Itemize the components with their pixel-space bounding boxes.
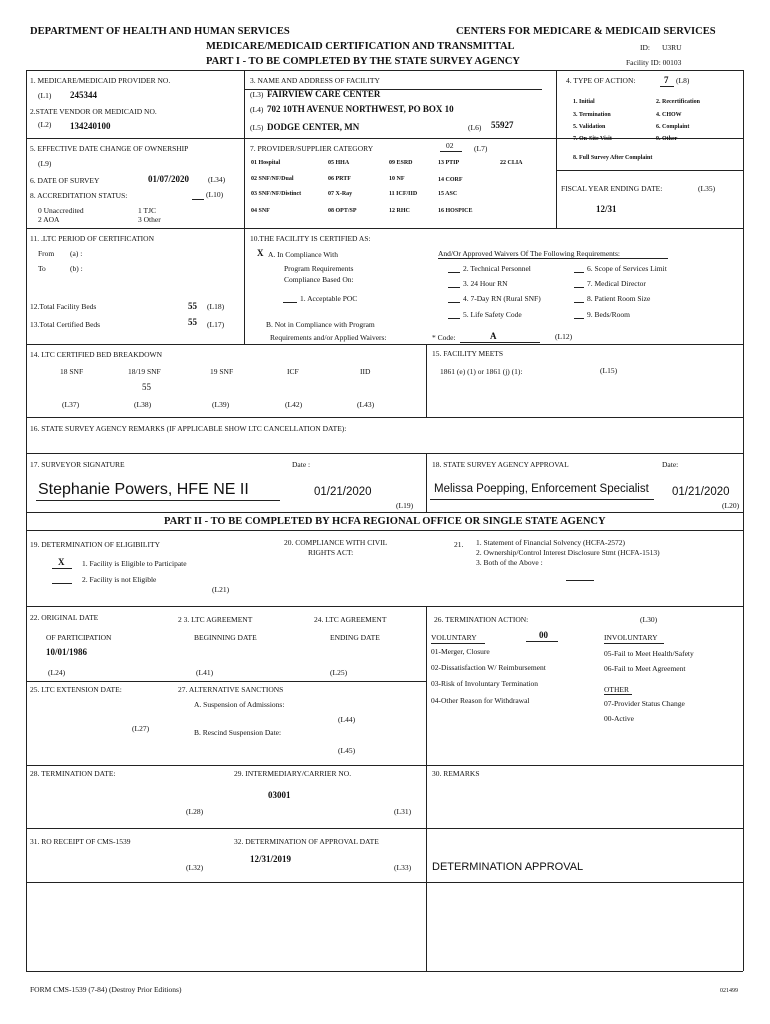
other-label: OTHER <box>604 685 629 694</box>
field7-code: (L7) <box>474 144 488 153</box>
form-number: FORM CMS-1539 (7-84) (Destroy Prior Editions) <box>30 985 182 994</box>
underline <box>52 583 72 584</box>
field15-text: 1861 (e) (1) or 1861 (j) (1): <box>440 367 523 376</box>
footer-code: 021499 <box>720 988 738 994</box>
rule <box>26 138 743 139</box>
underline <box>36 500 280 501</box>
bed-col: 18/19 SNF <box>128 367 161 376</box>
term-opt: 03-Risk of Involuntary Termination <box>431 679 539 688</box>
not-compliance-2: Requirements and/or Applied Waivers: <box>270 333 387 342</box>
category-opt: 05 HHA <box>328 160 350 166</box>
field2-code: (L2) <box>38 120 52 129</box>
field12-label: 12.Total Facility Beds <box>30 302 97 311</box>
field24-label: 24. LTC AGREEMENT <box>314 615 387 624</box>
action-opt: 1. Initial <box>573 99 595 105</box>
rule <box>426 882 427 971</box>
underline <box>438 258 668 259</box>
field22-code: (L24) <box>48 668 66 677</box>
field21-num: 21. <box>454 540 464 549</box>
action-opt: 5. Validation <box>573 124 606 130</box>
bed-col: 18 SNF <box>60 367 84 376</box>
category-opt: 03 SNF/NF/Distinct <box>251 191 302 197</box>
bed-1819-value[interactable]: 55 <box>142 382 151 392</box>
part2-title: PART II - TO BE COMPLETED BY HCFA REGIONAL OFFICE OR SINGLE STATE AGENCY <box>164 516 606 527</box>
field1-code: (L1) <box>38 91 52 100</box>
underline <box>574 318 584 319</box>
underline <box>283 302 297 303</box>
field23-label2: BEGINNING DATE <box>194 633 257 642</box>
field12-code: (L18) <box>207 302 225 311</box>
field20-label1: 20. COMPLIANCE WITH CIVIL <box>284 538 388 547</box>
underline <box>440 151 462 152</box>
field8-label: 8. ACCREDITATION STATUS: <box>30 191 128 200</box>
underline <box>448 272 460 273</box>
field32-code: (L33) <box>394 863 412 872</box>
category-opt: 15 ASC <box>438 191 458 197</box>
waiver-4: 4. 7-Day RN (Rural SNF) <box>463 294 541 303</box>
accred-opt: 1 TJC <box>138 206 156 215</box>
action-opt: 8. Full Survey After Complaint <box>573 155 653 161</box>
voluntary-label: VOLUNTARY <box>431 633 477 642</box>
field15-label: 15. FACILITY MEETS <box>432 349 504 358</box>
underline <box>431 643 485 644</box>
field18-code: (L20) <box>722 501 740 510</box>
category-opt: 10 NF <box>389 176 405 182</box>
category-opt: 14 CORF <box>438 177 463 183</box>
rule <box>556 70 557 228</box>
bed-code: (L43) <box>357 400 375 409</box>
code-ref: (L12) <box>555 332 573 341</box>
approval-date[interactable]: 12/31/2019 <box>250 854 292 864</box>
field23-code: (L41) <box>196 668 214 677</box>
field21-opt1: 1. Statement of Financial Solvency (HCFA-2572) <box>476 538 626 547</box>
category-opt: 06 PRTF <box>328 176 351 182</box>
term-opt: 04-Other Reason for Withdrawal <box>431 696 530 705</box>
facility-id: Facility ID: 00103 <box>626 58 682 67</box>
field26-label: 26. TERMINATION ACTION: <box>434 615 529 624</box>
action-opt: 7. On-Site Visit <box>573 136 612 142</box>
field2-label: 2.STATE VENDOR OR MEDICAID NO. <box>30 107 157 116</box>
cms-title: CENTERS FOR MEDICARE & MEDICAID SERVICES <box>456 26 716 37</box>
rule <box>26 453 743 454</box>
underline <box>526 641 558 642</box>
code-value[interactable]: A <box>490 331 497 341</box>
rule <box>26 606 743 607</box>
rule <box>26 530 743 531</box>
field18-label: 18. STATE SURVEY AGENCY APPROVAL <box>432 460 569 469</box>
l5-code: (L5) <box>250 123 264 132</box>
vendor-number[interactable]: 134240100 <box>70 121 111 131</box>
to-b: (b) : <box>70 264 83 273</box>
field21-opt2: 2. Ownership/Control Interest Disclosure Stmt (HCFA-1513) <box>476 548 660 557</box>
rule <box>426 765 427 882</box>
underline <box>430 499 654 500</box>
rule <box>743 70 744 971</box>
survey-date[interactable]: 01/07/2020 <box>148 174 190 184</box>
provider-number[interactable]: 245344 <box>70 90 97 100</box>
category-opt: 13 PTIP <box>438 160 460 166</box>
underline <box>52 568 72 569</box>
field28-label: 28. TERMINATION DATE: <box>30 769 116 778</box>
facility-address[interactable]: 702 10TH AVENUE NORTHWEST, PO BOX 10 <box>267 104 454 114</box>
involuntary-label: INVOLUNTARY <box>604 633 658 642</box>
agency-signature[interactable]: Melissa Poepping, Enforcement Specialist <box>434 483 649 495</box>
rule <box>426 606 427 765</box>
fiscal-code: (L35) <box>698 184 716 193</box>
category-opt: 16 HOSPICE <box>438 208 473 214</box>
field23-label: 2 3. LTC AGREEMENT <box>178 615 253 624</box>
field5-label: 5. EFFECTIVE DATE CHANGE OF OWNERSHIP <box>30 144 189 153</box>
action-opt: 4. CHOW <box>656 112 682 118</box>
field19-code: (L21) <box>212 585 230 594</box>
field29-label: 29. INTERMEDIARY/CARRIER NO. <box>234 769 352 778</box>
type-of-action-value[interactable]: 7 <box>664 75 669 85</box>
rule <box>26 70 743 71</box>
category-opt: 08 OPT/SP <box>328 208 357 214</box>
underline <box>574 287 584 288</box>
total-certified-beds[interactable]: 55 <box>188 317 197 327</box>
underline <box>192 199 204 200</box>
field30-label: 30. REMARKS <box>432 769 480 778</box>
action-opt: 6. Complaint <box>656 124 690 130</box>
code-label: * Code: <box>432 333 456 342</box>
field28-code: (L28) <box>186 807 204 816</box>
field13-code: (L17) <box>207 320 225 329</box>
rule <box>26 417 743 418</box>
waiver-5: 5. Life Safety Code <box>463 310 522 319</box>
surveyor-signature[interactable]: Stephanie Powers, HFE NE II <box>38 481 249 498</box>
id-value: U3RU <box>662 43 682 52</box>
underline <box>566 580 594 581</box>
category-opt: 04 SNF <box>251 208 270 214</box>
bed-code: (L42) <box>285 400 303 409</box>
agency-date[interactable]: 01/21/2020 <box>672 486 730 498</box>
underline <box>460 342 540 343</box>
bed-col: 19 SNF <box>210 367 234 376</box>
field19-label: 19. DETERMINATION OF ELIGIBILITY <box>30 540 160 549</box>
bed-code: (L39) <box>212 400 230 409</box>
field21-opt3: 3. Both of the Above : <box>476 558 543 567</box>
term-opt: 02-Dissatisfaction W/ Reimbursement <box>431 663 546 672</box>
eligibility-mark[interactable]: X <box>58 557 65 567</box>
field24-code: (L25) <box>330 668 348 677</box>
field1-label: 1. MEDICARE/MEDICAID PROVIDER NO. <box>30 76 171 85</box>
rule <box>426 453 427 512</box>
compliance-mark[interactable]: X <box>257 248 264 258</box>
waiver-2: 2. Technical Personnel <box>463 264 531 273</box>
underline <box>574 302 584 303</box>
field29-code: (L31) <box>394 807 412 816</box>
waivers-label: And/Or Approved Waivers Of The Following Requirements: <box>438 249 621 258</box>
facility-zip[interactable]: 55927 <box>491 120 514 130</box>
action-opt: 9. Other <box>656 136 678 142</box>
rule <box>26 882 743 883</box>
to-label: To <box>38 264 46 273</box>
field18-date-label: Date: <box>662 460 679 469</box>
underline <box>448 287 460 288</box>
from-a: (a) : <box>70 249 83 258</box>
field27-label: 27. ALTERNATIVE SANCTIONS <box>178 685 284 694</box>
term-opt: 07-Provider Status Change <box>604 699 685 708</box>
eligibility-opt2: 2. Facility is not Eligible <box>82 575 157 584</box>
accred-opt: 3 Other <box>138 215 161 224</box>
l6-code: (L6) <box>468 123 482 132</box>
field22-label2: OF PARTICIPATION <box>46 633 112 642</box>
sanction-b-code: (L45) <box>338 746 356 755</box>
total-facility-beds[interactable]: 55 <box>188 301 197 311</box>
field16-label: 16. STATE SURVEY AGENCY REMARKS (IF APPLICABLE SHOW LTC CANCELLATION DATE): <box>30 424 347 433</box>
form-title: MEDICARE/MEDICAID CERTIFICATION AND TRANSMITTAL <box>206 41 515 52</box>
facility-name[interactable]: FAIRVIEW CARE CENTER <box>267 89 381 99</box>
waiver-3: 3. 24 Hour RN <box>463 279 508 288</box>
field13-label: 13.Total Certified Beds <box>30 320 101 329</box>
accred-opt: 2 AOA <box>38 215 60 224</box>
intermediary-number[interactable]: 03001 <box>268 790 291 800</box>
dept-title: DEPARTMENT OF HEALTH AND HUMAN SERVICES <box>30 26 290 37</box>
rule <box>26 765 743 766</box>
field3-label: 3. NAME AND ADDRESS OF FACILITY <box>250 76 380 85</box>
field17-date-label: Date : <box>292 460 311 469</box>
bed-col: IID <box>360 367 371 376</box>
id-label: ID: <box>640 43 650 52</box>
field15-code: (L15) <box>600 366 618 375</box>
action-opt: 2. Recertification <box>656 99 700 105</box>
bed-col: ICF <box>287 367 299 376</box>
facility-city[interactable]: DODGE CENTER, MN <box>267 122 360 132</box>
action-opt: 3. Termination <box>573 112 611 118</box>
rule <box>26 828 743 829</box>
remarks-text: DETERMINATION APPROVAL <box>432 861 584 873</box>
accred-opt: 0 Unaccredited <box>38 206 84 215</box>
rule <box>426 344 427 417</box>
field26-code: (L30) <box>640 615 658 624</box>
sanction-b: B. Rescind Suspension Date: <box>194 728 282 737</box>
field11-label: 11. .LTC PERIOD OF CERTIFICATION <box>30 234 155 243</box>
rule <box>26 70 27 971</box>
termination-action-value[interactable]: 00 <box>539 630 548 640</box>
category-value[interactable]: 02 <box>446 141 454 150</box>
field5-code: (L9) <box>38 159 52 168</box>
category-opt: 02 SNF/NF/Dual <box>251 176 294 182</box>
underline <box>660 86 674 87</box>
field4-label: 4. TYPE OF ACTION: <box>566 76 636 85</box>
fiscal-label: FISCAL YEAR ENDING DATE: <box>561 184 663 193</box>
part1-title: PART I - TO BE COMPLETED BY THE STATE SURVEY AGENCY <box>206 56 520 67</box>
waiver-7: 7. Medical Director <box>587 279 646 288</box>
sanction-a-code: (L44) <box>338 715 356 724</box>
compliance-based: Compliance Based On: <box>284 275 354 284</box>
field4-code: (L8) <box>676 76 690 85</box>
surveyor-date[interactable]: 01/21/2020 <box>314 486 372 498</box>
sanction-a: A. Suspension of Admissions: <box>194 700 285 709</box>
field10-label: 10.THE FACILITY IS CERTIFIED AS: <box>250 234 371 243</box>
acceptable-poc: 1. Acceptable POC <box>300 294 358 303</box>
l3-code: (L3) <box>250 90 264 99</box>
category-opt: 22 CLIA <box>500 160 523 166</box>
underline <box>448 302 460 303</box>
underline <box>448 318 460 319</box>
field32-label: 32. DETERMINATION OF APPROVAL DATE <box>234 837 379 846</box>
bed-code: (L38) <box>134 400 152 409</box>
not-compliance-1: B. Not in Compliance with Program <box>266 320 375 329</box>
field25-label: 25. LTC EXTENSION DATE: <box>30 685 122 694</box>
field7-label: 7. PROVIDER/SUPPLIER CATEGORY <box>250 144 374 153</box>
underline <box>574 272 584 273</box>
rule <box>26 971 743 972</box>
category-opt: 11 ICF/IID <box>389 191 418 197</box>
field25-code: (L27) <box>132 724 150 733</box>
field17-label: 17. SURVEYOR SIGNATURE <box>30 460 125 469</box>
compliance-a: A. In Compliance With <box>268 250 338 259</box>
category-opt: 01 Hospital <box>251 160 281 166</box>
field14-label: 14. LTC CERTIFIED BED BREAKDOWN <box>30 350 162 359</box>
category-opt: 07 X-Ray <box>328 191 353 197</box>
waiver-9: 9. Beds/Room <box>587 310 630 319</box>
underline <box>604 643 664 644</box>
waiver-8: 8. Patient Room Size <box>587 294 651 303</box>
rule <box>26 681 426 682</box>
rule <box>244 70 245 344</box>
underline <box>604 694 632 695</box>
from-label: From <box>38 249 55 258</box>
field31-label: 31. RO RECEIPT OF CMS-1539 <box>30 837 131 846</box>
field6-code: (L34) <box>208 175 226 184</box>
field31-code: (L32) <box>186 863 204 872</box>
term-opt: 01-Merger, Closure <box>431 647 490 656</box>
category-opt: 09 ESRD <box>389 160 413 166</box>
field17-code: (L19) <box>396 501 414 510</box>
field24-label2: ENDING DATE <box>330 633 380 642</box>
rule <box>556 170 743 171</box>
eligibility-opt1: 1. Facility is Eligible to Participate <box>82 559 187 568</box>
rule <box>26 228 743 229</box>
field20-label2: RIGHTS ACT: <box>308 548 354 557</box>
rule <box>26 512 743 513</box>
field8-code: (L10) <box>206 190 224 199</box>
fiscal-year-end[interactable]: 12/31 <box>596 204 617 214</box>
program-req: Program Requirements <box>284 264 354 273</box>
field6-label: 6. DATE OF SURVEY <box>30 176 100 185</box>
waiver-6: 6. Scope of Services Limit <box>587 264 667 273</box>
term-opt: 05-Fail to Meet Health/Safety <box>604 649 694 658</box>
rule <box>26 344 743 345</box>
term-opt: 00-Active <box>604 714 634 723</box>
category-opt: 12 RHC <box>389 208 410 214</box>
bed-code: (L37) <box>62 400 80 409</box>
l4-code: (L4) <box>250 105 264 114</box>
field22-label: 22. ORIGINAL DATE <box>30 613 99 622</box>
term-opt: 06-Fail to Meet Agreement <box>604 664 686 673</box>
original-participation-date[interactable]: 10/01/1986 <box>46 647 88 657</box>
